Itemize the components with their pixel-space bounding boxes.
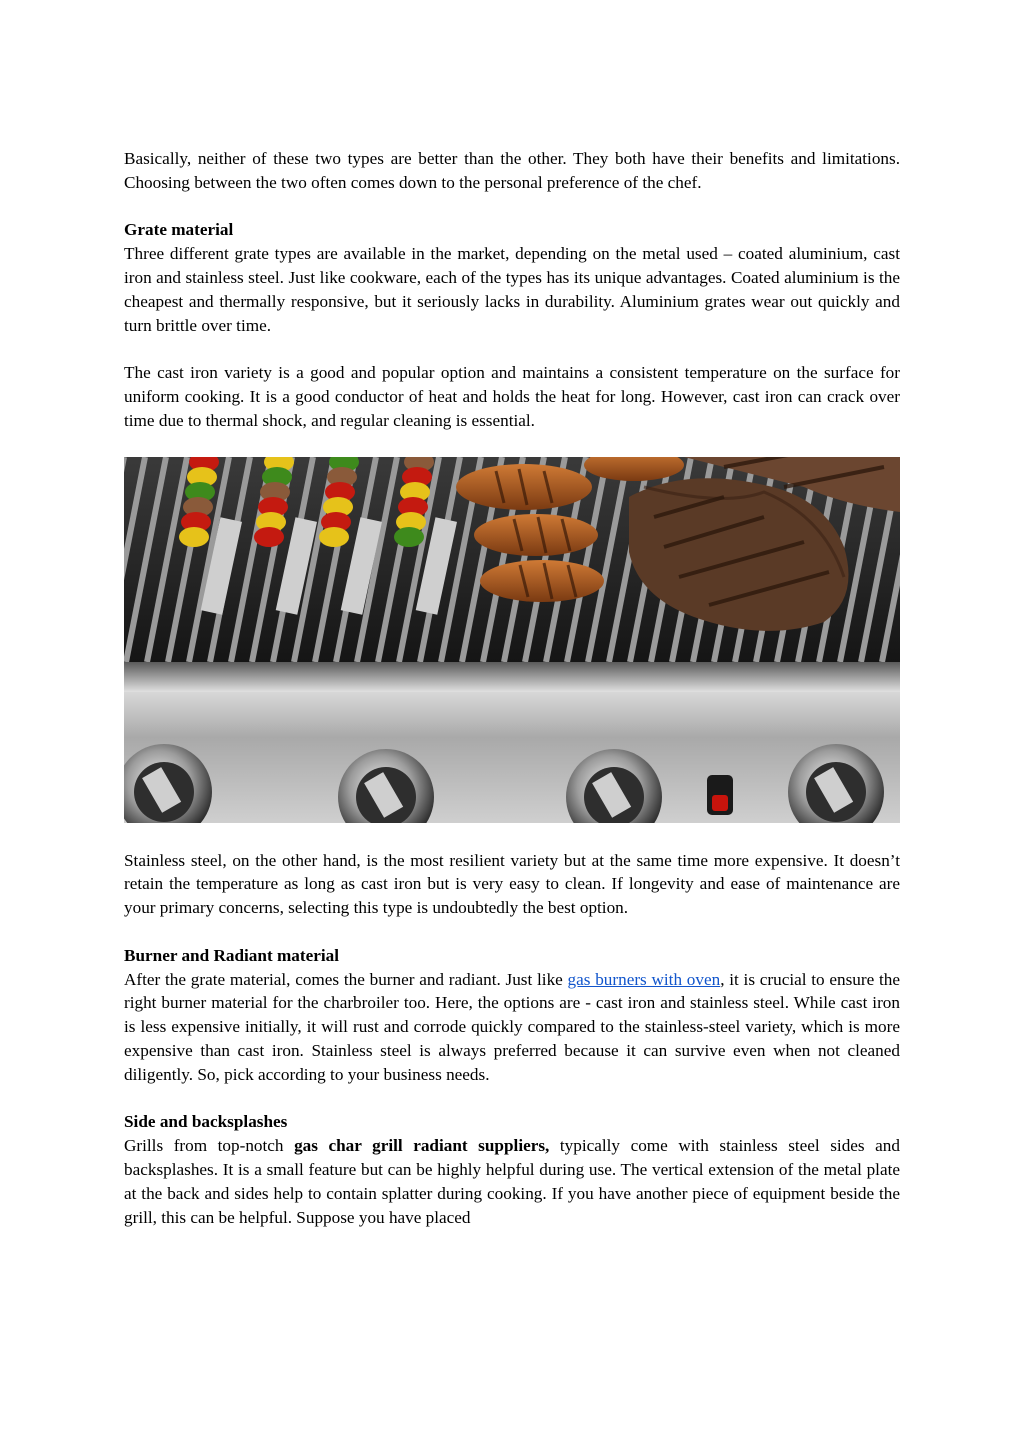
intro-paragraph: Basically, neither of these two types are better than the other. They both have their benefits and limitations. Choosing between the two often comes down to the personal preference of the chef. <box>124 149 900 192</box>
grate-material-paragraph-2: The cast iron variety is a good and popular option and maintains a consistent temperature on the surface for uniform cooking. It is a good conductor of heat and holds the heat for long. However, cast iron can crack over time due to thermal shock, and regular cleaning is essential. <box>124 363 900 430</box>
burner-radiant-paragraph: After the grate material, comes the burner and radiant. Just like gas burners with oven, it is crucial to ensure the right burner material for the charbroiler too. Here, the options are - cast iron and stainless steel. While cast iron is less expensive initially, it will rust and corrode quickly compared to the stainless-steel variety, which is more expensive than cast iron. Stainless steel is always preferred because it can survive even when not cleaned diligently. So, pick according to your business needs. <box>124 969 900 1084</box>
grill-front-lip <box>124 662 900 692</box>
kebab-piece <box>394 527 424 547</box>
gas-burners-with-oven-link[interactable]: gas burners with oven <box>567 969 721 989</box>
side-backsplashes-heading: Side and backsplashes <box>124 1112 288 1132</box>
burner-radiant-heading: Burner and Radiant material <box>124 945 340 965</box>
grate-material-paragraph-1: Three different grate types are available in the market, depending on the metal used – coated aluminium, cast iron and stainless steel. Just like cookware, each of the types has its unique advantages. Coated aluminium is the cheapest and thermally responsive, but it seriously lacks in durability. Aluminium grates wear out quickly and turn brittle over time. <box>124 244 900 335</box>
sausage <box>480 560 604 602</box>
control-panel <box>124 692 900 823</box>
sausage <box>474 514 598 556</box>
document-page <box>124 147 900 1229</box>
kebab-piece <box>179 527 209 547</box>
kebab-piece <box>254 527 284 547</box>
ignition-button <box>707 775 733 815</box>
grate-material-heading: Grate material <box>124 220 234 240</box>
kebab-piece <box>319 527 349 547</box>
suppliers-bold-text: gas char grill radiant suppliers, <box>294 1136 550 1156</box>
grill-photo <box>124 457 900 823</box>
side-backsplashes-paragraph: Grills from top-notch gas char grill radiant suppliers, typically come with stainless steel sides and backsplashes. It is a small feature but can be highly helpful during use. The vertical extension of the metal plate at the back and sides help to contain splatter during cooking. If you have another piece of equipment beside the grill, this can be helpful. Suppose you have placed <box>124 1136 900 1227</box>
stainless-steel-paragraph: Stainless steel, on the other hand, is the most resilient variety but at the same time more expensive. It doesn’t retain the temperature as long as cast iron but is very easy to clean. If longevity and ease of maintenance are your primary concerns, selecting this type is undoubtedly the best option. <box>124 850 900 918</box>
